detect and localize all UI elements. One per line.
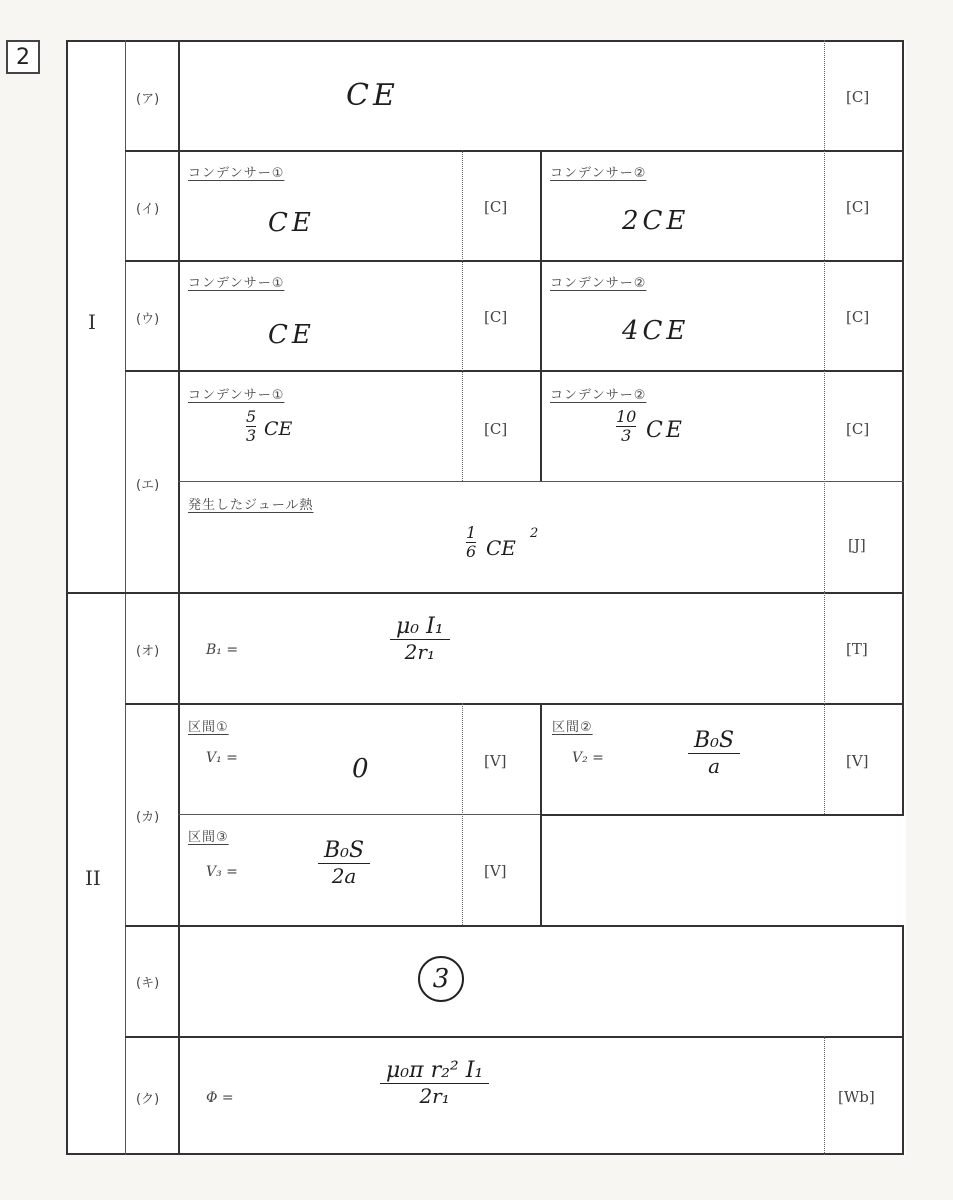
part-label-ku: (ク) — [136, 1092, 160, 1107]
e-capacitor1-denominator: 3 — [246, 426, 257, 445]
ka-section3-fraction — [318, 838, 370, 888]
outer-bottom-border — [66, 1153, 904, 1155]
section-label-I: I — [88, 310, 96, 334]
section-divider — [66, 592, 904, 594]
e-joule-heat-label: 発生したジュール熱 — [188, 498, 314, 513]
i-capacitor1-answer: CE — [268, 208, 315, 238]
e-capacitor2-label: コンデンサー② — [550, 388, 647, 403]
label-column-divider — [178, 40, 180, 1155]
ka-section2-variable: V₂ = — [572, 750, 604, 766]
u-capacitor1-label: コンデンサー① — [188, 276, 285, 291]
unit-divider-mid-ka — [462, 703, 463, 925]
e-heat-exponent: 2 — [530, 526, 539, 541]
ku-unit: [Wb] — [838, 1088, 875, 1106]
part-label-i: (イ) — [136, 202, 160, 217]
ka-section2-unit: [V] — [846, 752, 869, 770]
row-divider-e-inner — [178, 481, 904, 482]
unit-divider-right-I — [824, 40, 825, 592]
i-capacitor1-unit: [C] — [484, 198, 508, 216]
ku-variable: Φ = — [206, 1090, 234, 1106]
ku-denominator: 2r₁ — [419, 1084, 450, 1108]
outer-left-border — [66, 40, 68, 1155]
e-capacitor1-fraction — [246, 408, 256, 445]
row-divider-ka — [125, 925, 904, 927]
section-column-divider — [125, 40, 126, 1155]
ki-circled-answer: 3 — [418, 956, 464, 1002]
e-heat-denominator: 6 — [466, 542, 477, 561]
ka-section2-label: 区間② — [552, 720, 593, 735]
ka-section3-numerator: B₀S — [324, 838, 365, 863]
e-heat-fraction — [466, 524, 476, 561]
ku-fraction — [380, 1058, 489, 1108]
part-label-u: (ウ) — [136, 312, 160, 327]
u-capacitor1-answer: CE — [268, 320, 315, 350]
e-capacitor2-unit: [C] — [846, 420, 870, 438]
row-divider-u — [125, 370, 904, 372]
e-capacitor1-unit: [C] — [484, 420, 508, 438]
e-heat-unit: [J] — [848, 536, 866, 554]
ka-section1-variable: V₁ = — [206, 750, 238, 766]
i-capacitor2-answer: 2CE — [622, 206, 690, 236]
i-capacitor2-unit: [C] — [846, 198, 870, 216]
mid-divider-ka — [540, 703, 542, 814]
e-capacitor1-label: コンデンサー① — [188, 388, 285, 403]
e-capacitor2-tail: CE — [646, 418, 685, 443]
o-variable: B₁ = — [206, 642, 239, 658]
ka-section2-fraction — [688, 728, 740, 778]
e-heat-numerator: 1 — [466, 523, 477, 542]
e-capacitor2-numerator: 10 — [616, 407, 637, 426]
u-capacitor2-unit: [C] — [846, 308, 870, 326]
unit-divider-mid-I — [462, 150, 463, 481]
ka-section3-label: 区間③ — [188, 830, 229, 845]
outer-right-border-bottom — [902, 925, 904, 1155]
ka-section2-numerator: B₀S — [694, 728, 735, 753]
o-denominator: 2r₁ — [404, 640, 435, 664]
part-label-ka: (カ) — [136, 810, 160, 825]
ka-section1-unit: [V] — [484, 752, 507, 770]
e-capacitor2-fraction — [616, 408, 636, 445]
row-divider-i — [125, 260, 904, 262]
row-divider-ka-inner — [178, 814, 540, 815]
i-capacitor1-label: コンデンサー① — [188, 166, 285, 181]
outer-top-border — [66, 40, 904, 42]
row-divider-o — [125, 703, 904, 705]
o-unit: [T] — [846, 640, 868, 658]
part-label-e: (エ) — [136, 478, 160, 493]
ka-section1-answer: 0 — [352, 754, 369, 784]
u-capacitor2-label: コンデンサー② — [550, 276, 647, 291]
e-capacitor2-denominator: 3 — [621, 426, 632, 445]
e-capacitor1-tail: CE — [264, 418, 293, 440]
mid-divider-i-e — [540, 150, 542, 481]
ka-row-notch-vertical — [540, 814, 542, 925]
section-label-II: II — [85, 866, 101, 890]
answer-a: CE — [346, 78, 399, 113]
ku-numerator: μ₀π r₂² I₁ — [386, 1058, 484, 1083]
e-capacitor1-numerator: 5 — [246, 407, 257, 426]
part-label-a: (ア) — [136, 92, 160, 107]
o-fraction — [390, 614, 450, 664]
ka-section3-variable: V₃ = — [206, 864, 238, 880]
ka-section1-label: 区間① — [188, 720, 229, 735]
e-heat-tail: CE — [486, 536, 516, 560]
ka-section2-denominator: a — [708, 754, 720, 778]
i-capacitor2-label: コンデンサー② — [550, 166, 647, 181]
unit-divider-right-ku — [824, 1036, 825, 1155]
ka-section3-unit: [V] — [484, 862, 507, 880]
o-numerator: μ₀ I₁ — [396, 614, 444, 639]
unit-a: [C] — [846, 88, 870, 106]
part-label-ki: (キ) — [136, 976, 160, 991]
u-capacitor1-unit: [C] — [484, 308, 508, 326]
outer-right-border-top — [902, 40, 904, 814]
unit-divider-right-o — [824, 592, 825, 814]
row-divider-a — [125, 150, 904, 152]
u-capacitor2-answer: 4CE — [622, 316, 690, 346]
ka-row-notch-line — [540, 814, 904, 816]
part-label-o: (オ) — [136, 644, 160, 659]
question-number: 2 — [6, 40, 40, 74]
ka-section3-denominator: 2a — [331, 864, 357, 888]
row-divider-ki — [125, 1036, 904, 1038]
